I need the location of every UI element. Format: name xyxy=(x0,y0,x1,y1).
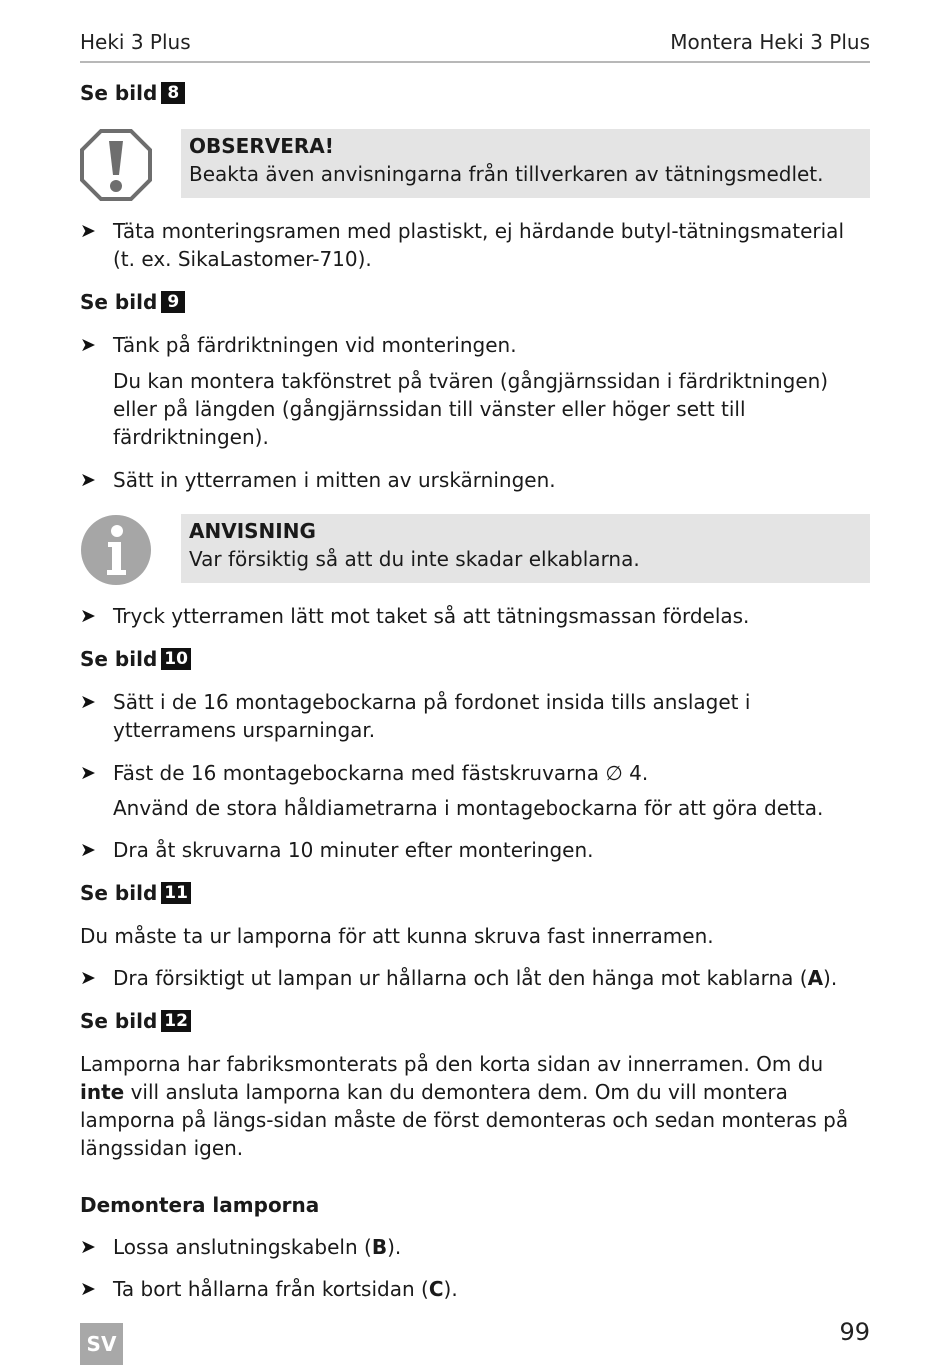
warning-notice xyxy=(80,129,870,201)
arrowhead-bullet-icon: ➤ xyxy=(80,1236,96,1258)
instruction-step xyxy=(80,466,870,494)
page-number: 99 xyxy=(839,1318,870,1346)
figure-reference-12: Se bild 12 xyxy=(80,1006,870,1036)
header-product-title: Heki 3 Plus xyxy=(80,30,191,54)
instruction-step xyxy=(80,836,870,864)
figure-callout-letter: B xyxy=(371,1235,388,1259)
step-text: Sätt in ytterramen i mitten av urskärningen. xyxy=(113,468,556,492)
figure-reference-9: Se bild 9 xyxy=(80,287,870,317)
info-circle-icon xyxy=(80,514,152,586)
step-text: Fäst de 16 montagebockarna med fästskruvarna ∅ 4. xyxy=(113,761,649,785)
step-detail: Använd de stora håldiametrarna i montagebockarna för att göra detta. xyxy=(113,796,824,820)
figure-reference-10: Se bild 10 xyxy=(80,644,870,674)
header-section-title: Montera Heki 3 Plus xyxy=(670,30,870,54)
figure-number-badge: 8 xyxy=(161,82,185,104)
emphasis-text: inte xyxy=(80,1080,125,1104)
step-text: Täta monteringsramen med plastiskt, ej härdande butyl-tätningsmaterial (t. ex. SikaLastomer-710). xyxy=(113,219,844,271)
info-notice xyxy=(80,514,870,586)
figure-callout-letter: A xyxy=(807,966,824,990)
arrowhead-bullet-icon: ➤ xyxy=(80,839,96,861)
arrowhead-bullet-icon: ➤ xyxy=(80,605,96,627)
step-text: Tryck ytterramen lätt mot taket så att tätningsmassan fördelas. xyxy=(113,604,750,628)
info-box xyxy=(181,514,870,583)
instruction-step xyxy=(80,217,870,273)
warning-title: OBSERVERA! xyxy=(189,134,334,158)
arrowhead-bullet-icon: ➤ xyxy=(80,967,96,989)
warning-box xyxy=(181,129,870,198)
body-paragraph: Lamporna har fabriksmonterats på den korta sidan av innerramen. Om du inte vill ansluta lamporna kan du demontera dem. Om du vill montera lamporna på längs-sidan måste de först demonteras och sedan monteras på längssidan igen. xyxy=(80,1052,849,1160)
language-badge: SV xyxy=(80,1323,123,1365)
warning-text: Beakta även anvisningarna från tillverkaren av tätningsmedlet. xyxy=(189,162,824,186)
instruction-step: ➤ Lossa anslutningskabeln (B). xyxy=(80,1235,402,1259)
instruction-step: ➤ Ta bort hållarna från kortsidan (C). xyxy=(80,1277,458,1301)
arrowhead-bullet-icon: ➤ xyxy=(80,1278,96,1300)
info-text: Var försiktig så att du inte skadar elkablarna. xyxy=(189,547,640,571)
figure-number-badge: 12 xyxy=(161,1010,191,1032)
warning-octagon-icon xyxy=(80,129,152,201)
instruction-step: ➤ Dra försiktigt ut lampan ur hållarna och låt den hänga mot kablarna (A). xyxy=(80,966,838,990)
main-content xyxy=(80,78,870,1303)
figure-reference-8: Se bild 8 xyxy=(80,78,870,108)
step-text: Dra försiktigt ut lampan ur hållarna och låt den hänga mot kablarna ( xyxy=(113,966,808,990)
arrowhead-bullet-icon: ➤ xyxy=(80,469,96,491)
arrowhead-bullet-icon: ➤ xyxy=(80,220,96,242)
instruction-step xyxy=(80,602,870,630)
step-text: Lossa anslutningskabeln ( xyxy=(113,1235,372,1259)
info-title: ANVISNING xyxy=(189,519,316,543)
step-detail: Du kan montera takfönstret på tvären (gångjärnssidan i färdriktningen) eller på längden (gångjärnssidan till vänster eller höger sett till färdriktningen). xyxy=(113,369,829,449)
body-paragraph: Du måste ta ur lamporna för att kunna skruva fast innerramen. xyxy=(80,924,714,948)
step-text: Ta bort hållarna från kortsidan ( xyxy=(113,1277,429,1301)
arrowhead-bullet-icon: ➤ xyxy=(80,691,96,713)
figure-reference-11: Se bild 11 xyxy=(80,878,870,908)
instruction-step xyxy=(80,759,870,787)
arrowhead-bullet-icon: ➤ xyxy=(80,334,96,356)
step-text: Dra åt skruvarna 10 minuter efter monteringen. xyxy=(113,838,594,862)
step-text: Tänk på färdriktningen vid monteringen. xyxy=(113,333,517,357)
instruction-step xyxy=(80,331,870,359)
arrowhead-bullet-icon: ➤ xyxy=(80,762,96,784)
instruction-step xyxy=(80,688,870,744)
figure-number-badge: 10 xyxy=(161,648,191,670)
page-header xyxy=(80,30,870,63)
subsection-heading: Demontera lamporna xyxy=(80,1193,320,1217)
figure-callout-letter: C xyxy=(428,1277,444,1301)
figure-number-badge: 11 xyxy=(161,882,191,904)
figure-number-badge: 9 xyxy=(161,291,185,313)
step-text: Sätt i de 16 montagebockarna på fordonet insida tills anslaget i ytterramens ursparningar. xyxy=(113,690,751,742)
